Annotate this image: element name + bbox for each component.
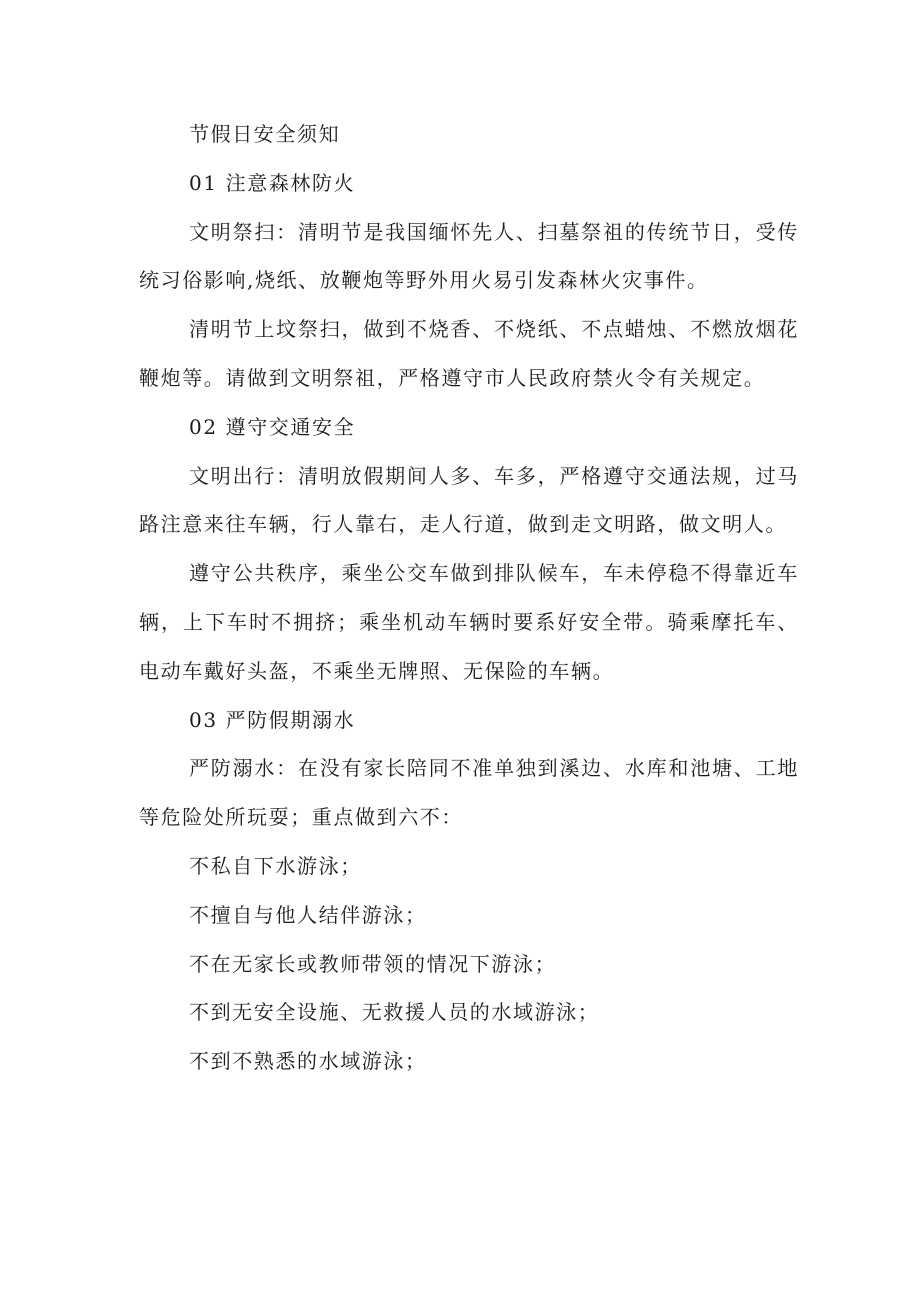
list-item: 不到不熟悉的水域游泳；	[189, 1049, 427, 1074]
paragraph: 严防溺水：在没有家长陪同不准单独到溪边、水库和池塘、工地等危险处所玩耍；重点做到六不：	[139, 756, 799, 830]
section-heading-forest-fire: 01 注意森林防火	[189, 170, 356, 195]
document-title: 节假日安全须知	[189, 122, 341, 146]
list-item: 不在无家长或教师带领的情况下游泳；	[189, 951, 557, 976]
document-body	[139, 110, 799, 1086]
list-item: 不私自下水游泳；	[189, 853, 362, 878]
list-item: 不到无安全设施、无救援人员的水域游泳；	[189, 1000, 600, 1025]
section-heading-traffic-safety: 02 遵守交通安全	[189, 414, 356, 439]
paragraph: 遵守公共秩序，乘坐公交车做到排队候车，车未停稳不得靠近车辆，上下车时不拥挤；乘坐机动车辆时要系好安全带。骑乘摩托车、电动车戴好头盔，不乘坐无牌照、无保险的车辆。	[139, 561, 799, 683]
paragraph: 清明节上坟祭扫，做到不烧香、不烧纸、不点蜡烛、不燃放烟花鞭炮等。请做到文明祭祖，严格遵守市人民政府禁火令有关规定。	[139, 317, 799, 390]
paragraph: 文明出行：清明放假期间人多、车多，严格遵守交通法规，过马路注意来往车辆，行人靠右，走人行道，做到走文明路，做文明人。	[139, 463, 799, 537]
section-heading-drowning-prevention: 03 严防假期溺水	[189, 707, 356, 732]
paragraph: 文明祭扫：清明节是我国缅怀先人、扫墓祭祖的传统节日，受传统习俗影响,烧纸、放鞭炮等野外用火易引发森林火灾事件。	[139, 219, 799, 293]
list-item: 不擅自与他人结伴游泳；	[189, 902, 427, 927]
